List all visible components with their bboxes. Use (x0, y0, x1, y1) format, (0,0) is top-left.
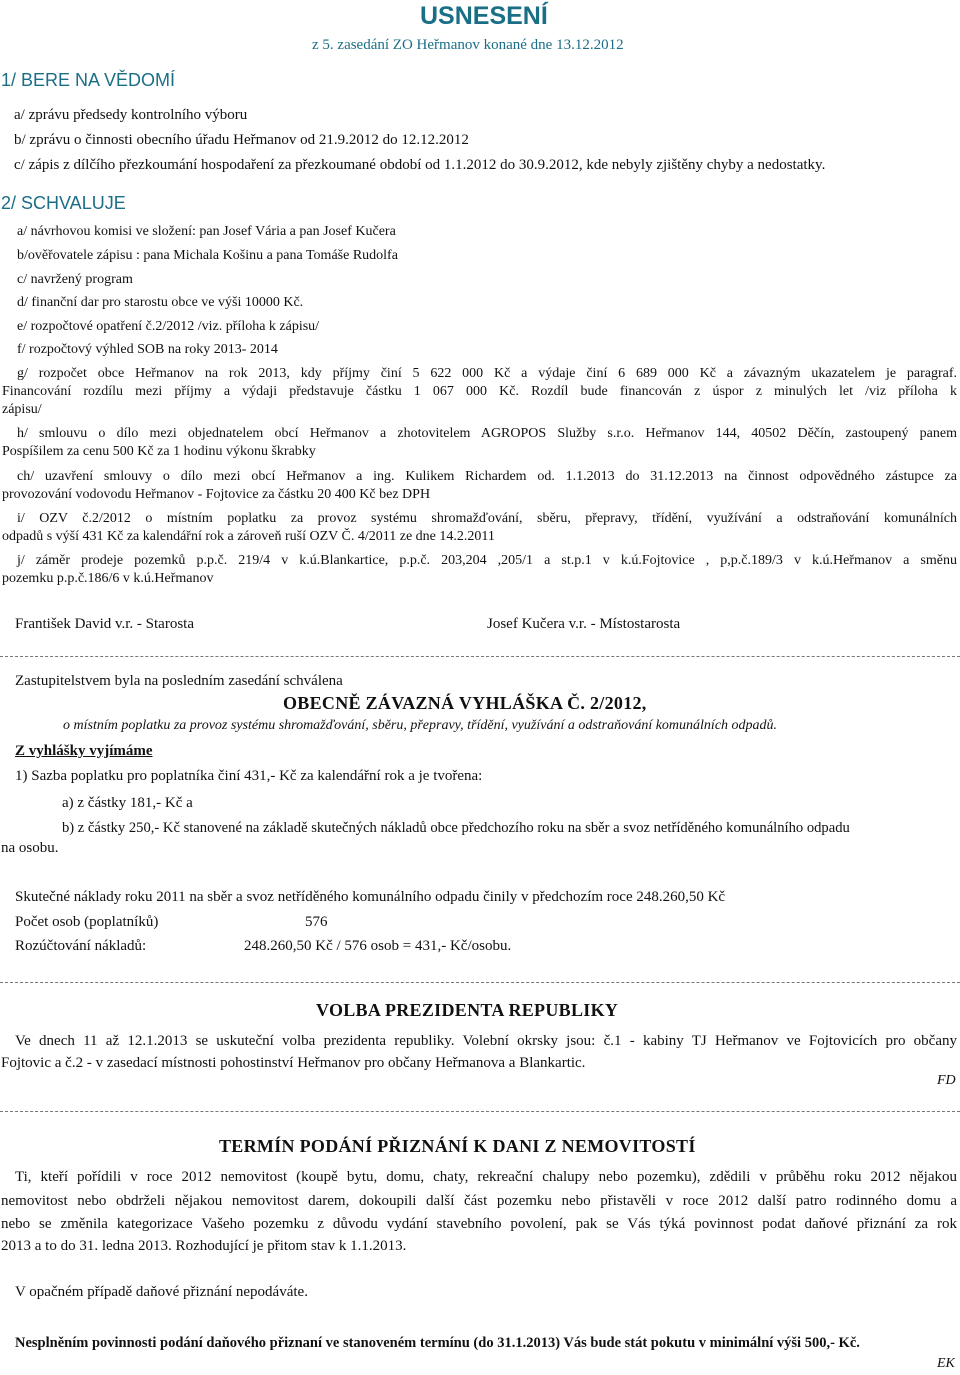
volba-line-1: Ve dnech 11 až 12.1.2013 se uskuteční volba prezidenta republiky. Volební okrsky jsou: č.1 - kabiny TJ Heřmanov ve Fojtovicích pro občany (15, 1033, 957, 1049)
section2-item-ch-line2: provozování vodovodu Heřmanov - Fojtovice za částku 20 400 Kč bez DPH (2, 487, 431, 502)
vyhlaska-allocation-value: 248.260,50 Kč / 576 osob = 431,- Kč/osobu. (244, 938, 512, 954)
dan-line-2: nemovitost nebo obdrželi nějakou nemovitost darem, dokoupili další část pozemku nebo přistavěli v roce 2012 další patro rodinného domu a (1, 1193, 957, 1209)
section1-item-a: a/ zprávu předsedy kontrolního výboru (14, 107, 248, 123)
section1-item-b: b/ zprávu o činnosti obecního úřadu Heřmanov od 21.9.2012 do 12.12.2012 (14, 132, 469, 148)
section2-item-a: a/ návrhovou komisi ve složení: pan Josef Vária a pan Josef Kučera (17, 224, 396, 239)
section2-item-c: c/ navržený program (17, 272, 133, 287)
volba-heading: VOLBA PREZIDENTA REPUBLIKY (316, 1000, 619, 1020)
page-subtitle: z 5. zasedání ZO Heřmanov konané dne 13.12.2012 (312, 37, 624, 53)
vyhlaska-point-b-line2: na osobu. (1, 840, 59, 856)
vyhlaska-subheading: o místním poplatku za provoz systému shromažďování, sběru, přepravy, třídění, využívání a odstraňování komunálních odpadů. (63, 718, 778, 733)
dan-line-1: Ti, kteří pořídili v roce 2012 nemovitost (koupě bytu, domu, chaty, rekreační chalupy nebo pozemku), zdědili v průběhu roku 2012 nějakou (15, 1169, 957, 1185)
dan-note: V opačném případě daňové přiznání nepodáváte. (15, 1284, 308, 1300)
dan-penalty: Nesplněním povinnosti podání daňového přiznaní ve stanoveném termínu (do 31.1.2013) Vás bude stát pokutu v minimální výši 500,- Kč. (15, 1335, 860, 1351)
section2-item-j-line1: j/ záměr prodeje pozemků p.p.č. 219/4 v k.ú.Blankartice, p.p.č. 203,204 ,205/1 a st.p.1 v k.ú.Fojtovice , p,p.č.189/3 v k.ú.Heřmanov a směnu (17, 553, 957, 568)
vyhlaska-persons-value: 576 (305, 914, 328, 930)
section2-item-i-line1: i/ OZV č.2/2012 o místním poplatku za provoz systému shromažďování, sběru, přepravy, třídění, využívání a odstraňování komunálních (17, 511, 957, 526)
vyhlaska-extract-label: Z vyhlášky vyjímáme (15, 743, 153, 759)
vyhlaska-costs-sentence: Skutečné náklady roku 2011 na sběr a svoz netříděného komunálního odpadu činily v předchozím roce 248.260,50 Kč (15, 889, 726, 905)
signature-deputy-mayor: Josef Kučera v.r. - Místostarosta (487, 616, 681, 632)
dan-line-3: nebo se změnila kategorizace Vašeho pozemku z důvodu vydání stavebního povolení, pak se Vás týká povinnost podat daňové přiznání za rok (1, 1216, 957, 1232)
volba-initials: FD (937, 1073, 956, 1088)
dan-initials: EK (937, 1356, 955, 1371)
section2-item-g-line1: g/ rozpočet obce Heřmanov na rok 2013, kdy příjmy činí 5 622 000 Kč a výdaje činí 6 689 000 Kč a závazným ukazatelem je paragraf. (17, 366, 957, 381)
section2-item-h-line1: h/ smlouvu o dílo mezi objednatelem obcí Heřmanov a zhotovitelem AGROPOS Služby s.r.o. Heřmanov 144, 40502 Děčín, zastoupený panem (17, 426, 957, 441)
section2-item-i-line2: odpadů s výší 431 Kč za kalendářní rok a zároveň ruší OZV Č. 4/2011 ze dne 14.2.2011 (2, 529, 495, 544)
volba-line-2: Fojtovic a č.2 - v zasedací místnosti pohostinství Heřmanov pro občany Heřmanova a Blankartic. (1, 1055, 586, 1071)
vyhlaska-persons-label: Počet osob (poplatníků) (15, 914, 159, 930)
vyhlaska-allocation-label: Rozúčtování nákladů: (15, 938, 147, 954)
section2-item-ch-line1: ch/ uzavření smlouvy o dílo mezi obcí Heřmanov a ing. Kulikem Richardem od. 1.1.2013 do 31.12.2013 na činnost odpovědného zástupce za (17, 469, 957, 484)
dan-line-4: 2013 a to do 31. ledna 2013. Rozhodující je přitom stav k 1.1.2013. (1, 1238, 407, 1254)
section1-item-c: c/ zápis z dílčího přezkoumání hospodaření za přezkoumané období od 1.1.2012 do 30.9.2012, kde nebyly zjištěny chyby a nedostatky. (14, 157, 826, 173)
divider-2 (0, 982, 960, 983)
section2-item-g-line2: Financování rozdílu mezi příjmy a výdaji představuje částku 1 067 000 Kč. Rozdíl bude financován z úspor z minulých let /viz příloha k (2, 384, 957, 399)
section2-item-f: f/ rozpočtový výhled SOB na roky 2013- 2014 (17, 342, 278, 357)
section1-heading: 1/ BERE NA VĚDOMÍ (1, 70, 176, 90)
vyhlaska-point-b-line1: b) z částky 250,- Kč stanovené na základě skutečných nákladů obce předchozího roku na sběr a svoz netříděného komunálního odpadu (62, 820, 850, 836)
vyhlaska-point-1: 1) Sazba poplatku pro poplatníka činí 431,- Kč za kalendářní rok a je tvořena: (15, 768, 483, 784)
divider-3 (0, 1111, 960, 1112)
page-title: USNESENÍ (420, 2, 548, 30)
vyhlaska-point-a: a) z částky 181,- Kč a (62, 795, 193, 811)
signature-mayor: František David v.r. - Starosta (15, 616, 194, 632)
divider-1 (0, 656, 960, 657)
section2-item-d: d/ finanční dar pro starostu obce ve výši 10000 Kč. (17, 295, 304, 310)
section2-item-b: b/ověřovatele zápisu : pana Michala Košinu a pana Tomáše Rudolfa (17, 248, 398, 263)
section2-item-j-line2: pozemku p.p.č.186/6 v k.ú.Heřmanov (2, 571, 214, 586)
section2-item-g-line3: zápisu/ (2, 402, 42, 417)
vyhlaska-intro: Zastupitelstvem byla na posledním zasedání schválena (15, 673, 343, 689)
section2-heading: 2/ SCHVALUJE (1, 193, 126, 213)
section2-item-h-line2: Pospíšilem za cenu 500 Kč za 1 hodinu výkonu škrabky (2, 444, 316, 459)
dan-heading: TERMÍN PODÁNÍ PŘIZNÁNÍ K DANI Z NEMOVITOSTÍ (219, 1136, 696, 1156)
section2-item-e: e/ rozpočtové opatření č.2/2012 /viz. příloha k zápisu/ (17, 319, 320, 334)
vyhlaska-heading: OBECNĚ ZÁVAZNÁ VYHLÁŠKA Č. 2/2012, (283, 693, 647, 713)
